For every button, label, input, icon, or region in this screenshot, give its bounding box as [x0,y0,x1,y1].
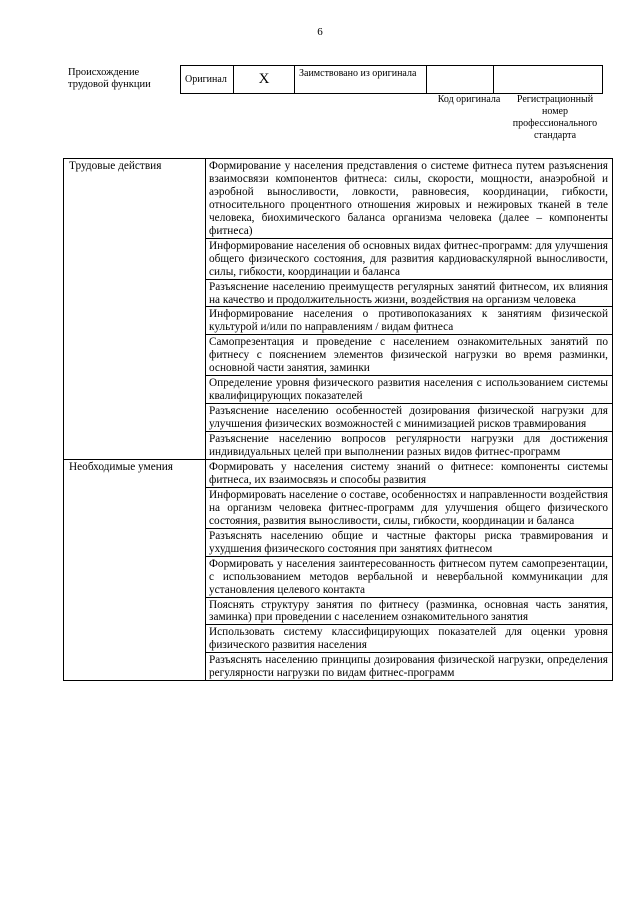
section-item: Пояснять структуру занятия по фитнесу (разминка, основная часть занятия, заминка) при проведении с населением ознакомительного занятия [206,597,613,625]
section-item: Разъяснение населению преимуществ регулярных занятий фитнесом, их влияния на качество и продолжительность жизни, воздействия на организм человека [206,279,613,307]
origin-label: Происхождение трудовой функции [68,67,151,90]
original-mark: X [234,66,295,94]
section-item: Разъяснение населению вопросов регулярности нагрузки для достижения индивидуальных целей при выполнении разных видов фитнес-программ [206,432,613,460]
code-cell [427,66,494,94]
original-label: Оригинал [181,66,234,94]
section-item: Разъяснение населению особенностей дозирования физической нагрузки для улучшения физических возможностей с минимизацией рисков травмирования [206,404,613,432]
section-item: Использовать систему классифицирующих показателей для оценки уровня физического развития населения [206,625,613,653]
page-number: 6 [317,26,323,38]
section-item: Разъяснять населению общие и частные факторы риска травмирования и ухудшения физического состояния при занятиях фитнесом [206,528,613,556]
registration-number-caption: Регистрационный номер профессионального стандарта [512,94,598,141]
section-item: Информировать население о составе, особенностях и направленности воздействия на организм человека фитнес-программ для улучшения общего физического состояния, развития выносливости, силы, гибкости, координации и баланса [206,487,613,528]
borrowed-label: Заимствовано из оригинала [295,66,427,94]
table-row [64,159,613,239]
section-item: Разъяснять населению принципы дозирования физической нагрузки, определения регулярности нагрузки по видам фитнес-программ [206,653,613,681]
section-item: Формировать у населения систему знаний о фитнесе: компоненты системы фитнеса, их взаимосвязь и способы развития [206,459,613,487]
section-label: Необходимые умения [64,459,206,680]
section-item: Определение уровня физического развития населения с использованием системы квалифицирующих показателей [206,376,613,404]
code-caption: Код оригинала [437,94,501,105]
section-item: Формирование у населения представления о системе фитнеса путем разъяснения взаимосвязи компонентов фитнеса: силы, скорости, мощности, анаэробной и аэробной выносливости, ловкости, равновесия, координации, гибкости, относительного процентного отношения жировых и нежировых тканей в теле человека, биохимического баланса организма человека (далее – компоненты фитнеса) [206,159,613,239]
table-row [64,459,613,487]
origin-table [180,65,603,94]
section-item: Формировать у населения заинтересованность фитнесом путем самопрезентации, с использованием методов вербальной и невербальной коммуникации для установления целевого контакта [206,556,613,597]
section-item: Самопрезентация и проведение с населением ознакомительных занятий по фитнесу с пояснением элементов физической нагрузки во время разминки, основной части занятия, заминки [206,335,613,376]
section-item: Информирование населения о противопоказаниях к занятиям физической культурой и/или по направлениям / видам фитнеса [206,307,613,335]
section-item: Информирование населения об основных видах фитнес-программ: для улучшения общего физического состояния, для развития кардиоваскулярной выносливости, силы, гибкости, координации и баланса [206,238,613,279]
function-table [63,158,613,681]
registration-number-cell [494,66,603,94]
section-label: Трудовые действия [64,159,206,460]
